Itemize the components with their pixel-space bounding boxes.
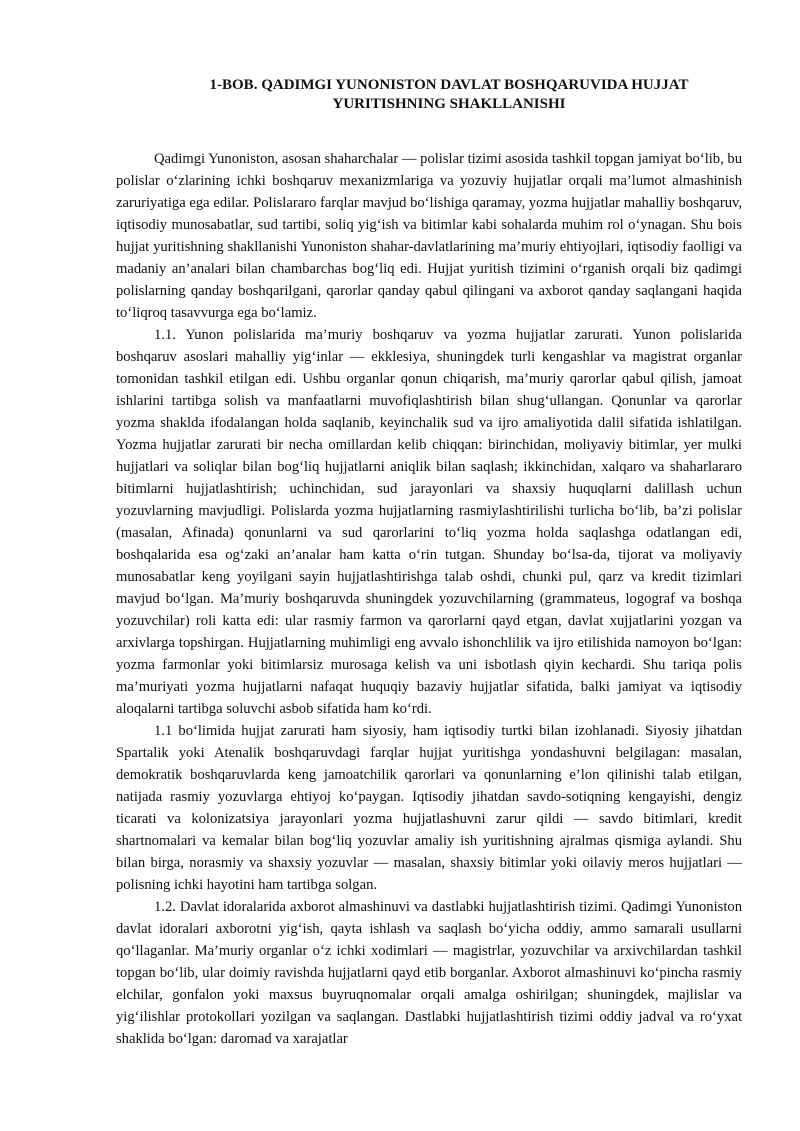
chapter-title (116, 76, 742, 114)
chapter-title-line-1: 1-BOB. QADIMGI YUNONISTON DAVLAT BOSHQARUVIDA HUJJAT (209, 77, 689, 93)
document-page (116, 76, 742, 1050)
section-1-2-paragraph: 1.2. Davlat idoralarida axborot almashinuvi va dastlabki hujjatlashtirish tizimi. Qadimgi Yunoniston davlat idoralari axborotni yig‘ish, qayta ishlash va saqlash bo‘yicha oddiy, ammo samarali usullarni qo‘llaganlar. Ma’muriy organlar o‘z ichki xodimlari — magistrlar, yozuvchilar va arxivchilardan tashkil topgan bo‘lib, ular doimiy ravishda hujjatlarni qayd etib borganlar. Axborot almashinuvi ko‘pincha rasmiy elchilar, gonfalon yoki maxsus buyruqnomalar orqali amalga oshirilgan; shuningdek, majlislar va yig‘ilishlar protokollari yozilgan va saqlangan. Dastlabki hujjatlashtirish tizimi oddiy jadval va ro‘yxat shaklida bo‘lgan: daromad va xarajatlar (116, 899, 742, 1047)
intro-paragraph: Qadimgi Yunoniston, asosan shaharchalar — polislar tizimi asosida tashkil topgan jamiyat bo‘lib, bu polislar o‘zlarining ichki boshqaruv mexanizmlariga va yozuviy hujjatlar orqali ma’lumot almashinish zaruriyatiga ega edilar. Polislararo farqlar mavjud bo‘lishiga qaramay, yozma hujjatlar mahalliy boshqaruv, iqtisodiy munosabatlar, sud tartibi, soliq yig‘ish va bitimlar kabi sohalarda muhim rol o‘ynagan. Shu bois hujjat yuritishning shakllanishi Yunoniston shahar-davlatlarining ma’muriy ehtiyojlari, iqtisodiy faolligi va madaniy an’analari bilan chambarchas bog‘liq edi. Hujjat yuritish tizimini o‘rganish orqali biz qadimgi polislarning qanday boshqarilgani, qarorlar qanday qabul qilingani va axborot qanday saqlangani haqida to‘liqroq tasavvurga ega bo‘lamiz. (116, 151, 742, 321)
section-1-1-paragraph: 1.1. Yunon polislarida ma’muriy boshqaruv va yozma hujjatlar zarurati. Yunon polislarida boshqaruv asoslari mahalliy yig‘inlar — ekklesiya, shuningdek turli kengashlar va magistrat organlar tomonidan tashkil etilgan edi. Ushbu organlar qonun chiqarish, ma’muriy qarorlar qabul qilish, jamoat ishlarini tartibga solish va manfaatlarni muvofiqlashtirish bilan shug‘ullangan. Qonunlar va qarorlar yozma shaklda ifodalangan holda saqlanib, keyinchalik sud va ijro amaliyotida dalil sifatida ishlatilgan. Yozma hujjatlar zarurati bir necha omillardan kelib chiqqan: birinchidan, moliyaviy bitimlar, yer mulki hujjatlari va soliqlar bilan bog‘liq hujjatlarni aniqlik bilan saqlash; ikkinchidan, xalqaro va shaharlararo bitimlarni hujjatlashtirish; uchinchidan, sud jarayonlari va shaxsiy huquqlarni dalillash uchun yozuvlarning mavjudligi. Polislarda yozma hujjatlarning rasmiylashtirilishi turlicha bo‘lib, ba’zi polislar (masalan, Afinada) qonunlarni va sud qarorlarini to‘liq yozma holda saqlashga odatlangan edi, boshqalarida esa og‘zaki an’analar ham katta o‘rin tutgan. Shunday bo‘lsa-da, tijorat va moliyaviy munosabatlar keng yoyilgani sayin hujjatlashtirishga talab oshdi, chunki pul, qarz va kredit tizimlari mavjud bo‘lgan. Ma’muriy boshqaruvda shuningdek yozuvchilarning (grammateus, logograf va boshqa yozuvchilar) roli katta edi: ular rasmiy farmon va qarorlarni qayd etgan, davlat xujjatlarini yozgan va arxivlarga topshirgan. Hujjatlarning muhimligi eng avvalo ishonchlilik va ijro etilishida namoyon bo‘lgan: yozma farmonlar yoki bitimlarsiz murosaga kelish va uni isbotlash qiyin kechardi. Shu tariqa polis ma’muriyati yozma hujjatlarni nafaqat huquqiy bazaviy hujjatlar sifatida, balki jamiyat va iqtisodiy aloqalarni tartibga soluvchi asbob sifatida ham ko‘rdi. (116, 327, 742, 717)
chapter-title-line-2: YURITISHNING SHAKLLANISHI (332, 96, 566, 112)
section-1-1-commentary-paragraph: 1.1 bo‘limida hujjat zarurati ham siyosiy, ham iqtisodiy turtki bilan izohlanadi. Siyosiy jihatdan Spartalik yoki Atenalik boshqaruvdagi farqlar hujjat yuritishga yondashuvni belgilagan: masalan, demokratik boshqaruvlarda keng jamoatchilik qarorlari va qonunlarning e’lon qilinishi talab etilgan, natijada rasmiy yozuvlarga ehtiyoj ko‘paygan. Iqtisodiy jihatdan savdo-sotiqning kengayishi, dengiz ticarati va kolonizatsiya jarayonlari yozma hujjatlashuvni zarur qildi — savdo bitimlari, kredit shartnomalari va kemalar bilan bog‘liq yozuvlar amaliy ish yuritishning ajralmas qismiga aylandi. Shu bilan birga, norasmiy va shaxsiy yozuvlar — masalan, shaxsiy bitimlar yoki oilaviy meros hujjatlari — polisning ichki hayotini ham tartibga solgan. (116, 723, 742, 893)
